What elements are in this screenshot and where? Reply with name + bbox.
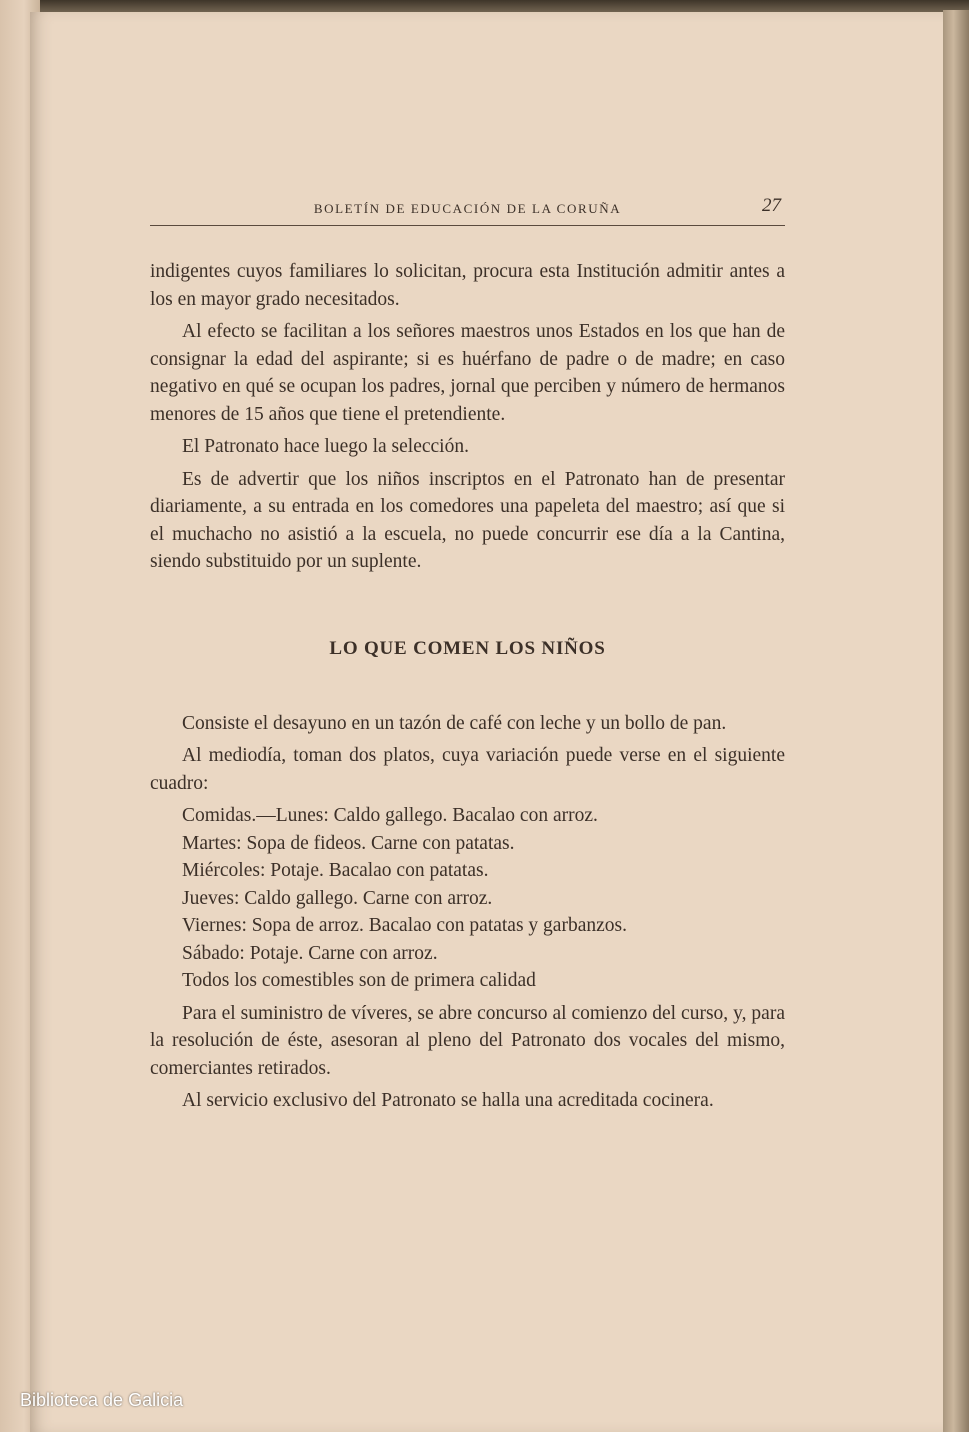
paragraph: El Patronato hace luego la selección. <box>182 436 469 457</box>
paragraph: Al efecto se facilitan a los señores maestros unos Estados en los que han de consignar la edad del aspirante; si es huérfano de padre o de madre; en caso negativo en qué se ocupan los padres, jornal que perciben y número de hermanos menores de 15 años que tiene el pretendiente. <box>150 321 785 425</box>
library-watermark: Biblioteca de Galicia <box>20 1390 184 1410</box>
paragraph: Es de advertir que los niños inscriptos en el Patronato han de presentar diariamente, a su entrada en los comedores una papeleta del maestro; así que si el muchacho no asistió a la escuela, no puede concurrir ese día a la Cantina, siendo substituido por un suplente. <box>150 468 785 572</box>
section-title: LO QUE COMEN LOS NIÑOS <box>329 637 606 659</box>
paragraph: Para el suministro de víveres, se abre concurso al comienzo del curso, y, para la resolución de éste, asesoran al pleno del Patronato dos vocales del mismo, comerciantes retirados. <box>150 1002 785 1079</box>
page-content <box>150 195 785 1115</box>
menu-line: Todos los comestibles son de primera calidad <box>182 970 536 991</box>
paragraph: Al servicio exclusivo del Patronato se halla una acreditada cocinera. <box>182 1090 714 1111</box>
book-right-edge <box>943 10 969 1432</box>
menu-line: Martes: Sopa de fideos. Carne con patatas. <box>182 832 515 854</box>
menu-line: Comidas.—Lunes: Caldo gallego. Bacalao con arroz. <box>182 805 598 826</box>
paragraph: indigentes cuyos familiares lo solicitan, procura esta Institución admitir antes a los en mayor grado necesitados. <box>150 261 785 310</box>
running-title: BOLETÍN DE EDUCACIÓN DE LA CORUÑA <box>313 201 622 216</box>
menu-line: Viernes: Sopa de arroz. Bacalao con patatas y garbanzos. <box>182 915 627 936</box>
paragraph: Consiste el desayuno en un tazón de café con leche y un bollo de pan. <box>182 712 727 734</box>
running-header <box>150 195 785 226</box>
paragraph: Al mediodía, toman dos platos, cuya variación puede verse en el siguiente cuadro: <box>150 745 785 794</box>
page-number: 27 <box>762 195 781 216</box>
menu-line: Jueves: Caldo gallego. Carne con arroz. <box>182 887 493 909</box>
menu-line: Miércoles: Potaje. Bacalao con patatas. <box>182 860 489 881</box>
menu-line: Sábado: Potaje. Carne con arroz. <box>182 942 438 964</box>
